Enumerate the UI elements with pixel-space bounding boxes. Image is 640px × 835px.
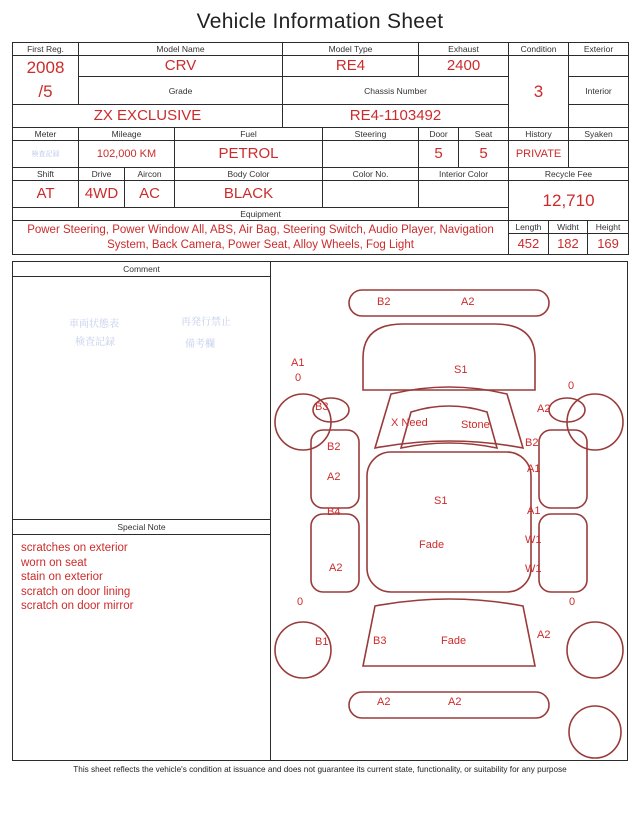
- comment-faint-2: 再発行禁止: [181, 317, 231, 328]
- page-title: Vehicle Information Sheet: [196, 10, 444, 33]
- value-exterior: [569, 56, 629, 77]
- value-exhaust: 2400: [419, 56, 509, 77]
- label-body-color: Body Color: [175, 168, 323, 181]
- value-recycle-fee: 12,710: [509, 181, 629, 221]
- label-exterior: Exterior: [569, 43, 629, 56]
- label-history: History: [509, 128, 569, 141]
- comment-faint-3: 検査記録: [75, 337, 115, 348]
- meter-stamp: 検査記録: [31, 151, 60, 158]
- list-item: scratches on exterior: [21, 542, 128, 554]
- value-shift: AT: [13, 181, 79, 208]
- label-grade: Grade: [79, 77, 283, 105]
- list-item: scratch on door lining: [21, 585, 131, 598]
- damage-mark: X Need: [391, 417, 428, 429]
- damage-mark: A2: [537, 629, 551, 641]
- value-length: 452: [509, 234, 548, 254]
- value-seat: 5: [459, 141, 509, 168]
- list-item: scratch on door mirror: [21, 600, 134, 612]
- value-door: 5: [419, 141, 459, 168]
- label-syaken: Syaken: [569, 128, 629, 141]
- label-first-reg: First Reg.: [13, 43, 79, 56]
- dimensions-values: [509, 234, 628, 254]
- damage-mark: B3: [315, 401, 329, 413]
- table-row: [13, 43, 629, 56]
- value-widht: 182: [548, 234, 587, 254]
- value-model-name: CRV: [79, 56, 283, 77]
- damage-mark: A2: [461, 296, 475, 308]
- damage-mark: A2: [329, 562, 343, 574]
- label-recycle-fee: Recycle Fee: [509, 168, 629, 181]
- damage-mark: A2: [448, 696, 462, 708]
- value-condition: 3: [509, 56, 569, 128]
- footer-disclaimer: This sheet reflects the vehicle's condition at issuance and does not guarantee its current state, functionality, or suitability for any purpose: [73, 765, 567, 774]
- dimensions-table: [509, 221, 628, 233]
- first-reg-year: 2008: [26, 58, 65, 77]
- lower-section: [12, 261, 628, 761]
- damage-mark: A1: [527, 463, 541, 475]
- table-row: [13, 168, 629, 181]
- label-model-type: Model Type: [283, 43, 419, 56]
- damage-mark: B3: [373, 635, 387, 647]
- value-height: 169: [597, 236, 619, 251]
- comment-faint-1: 車両状態表: [69, 319, 119, 330]
- label-exhaust: Exhaust: [419, 43, 509, 56]
- damage-mark: Stone: [461, 419, 490, 431]
- comment-body: [13, 277, 270, 519]
- label-model-name: Model Name: [79, 43, 283, 56]
- table-row: [13, 221, 629, 234]
- label-aircon: Aircon: [125, 168, 175, 181]
- damage-mark: Fade: [441, 635, 467, 647]
- list-item: worn on seat: [21, 556, 87, 569]
- value-steering: [323, 141, 419, 168]
- comment-column: [13, 262, 271, 760]
- value-fuel: PETROL: [175, 141, 323, 168]
- label-fuel: Fuel: [175, 128, 323, 141]
- damage-mark: W1: [525, 534, 542, 546]
- label-mileage: Mileage: [79, 128, 175, 141]
- car-outline-diagram: [271, 262, 627, 760]
- damage-mark: A1: [527, 505, 541, 517]
- table-row: [13, 181, 629, 208]
- value-grade: ZX EXCLUSIVE: [13, 105, 283, 128]
- damage-mark: 0: [569, 596, 576, 608]
- value-first-reg: [13, 56, 79, 105]
- damage-mark: B2: [377, 296, 391, 308]
- damage-mark: A2: [377, 696, 391, 708]
- value-meter: [13, 141, 79, 168]
- label-color-no: Color No.: [323, 168, 419, 181]
- value-mileage: 102,000 KM: [79, 141, 175, 168]
- comment-header: Comment: [13, 262, 270, 277]
- value-model-type: RE4: [283, 56, 419, 77]
- first-reg-month: /5: [38, 82, 53, 101]
- damage-mark: S1: [454, 364, 468, 376]
- car-diagram-column: [271, 262, 627, 760]
- damage-mark: Fade: [419, 539, 445, 551]
- value-syaken: [569, 141, 629, 168]
- label-steering: Steering: [323, 128, 419, 141]
- value-history: PRIVATE: [509, 141, 569, 168]
- damage-mark: 0: [568, 380, 575, 392]
- label-equipment: Equipment: [13, 208, 509, 221]
- list-item: stain on exterior: [21, 571, 103, 583]
- damage-mark: B4: [327, 506, 341, 518]
- damage-mark: B2: [525, 437, 539, 449]
- special-note-body: [13, 535, 270, 760]
- special-note-header: Special Note: [13, 519, 270, 535]
- label-interior-color: Interior Color: [419, 168, 509, 181]
- label-door: Door: [419, 128, 459, 141]
- damage-mark: 0: [297, 596, 304, 608]
- value-interior-color: [419, 181, 509, 208]
- label-meter: Meter: [13, 128, 79, 141]
- label-shift: Shift: [13, 168, 79, 181]
- damage-mark: A1: [291, 357, 305, 369]
- table-row: [13, 141, 629, 168]
- damage-mark: W1: [525, 563, 542, 575]
- damage-mark: B2: [327, 441, 341, 453]
- damage-mark: A2: [327, 471, 341, 483]
- label-chassis-number: Chassis Number: [283, 77, 509, 105]
- label-drive: Drive: [79, 168, 125, 181]
- label-interior: Interior: [569, 77, 629, 105]
- label-condition: Condition: [509, 43, 569, 56]
- comment-faint-4: 備考欄: [185, 339, 215, 350]
- label-seat: Seat: [459, 128, 509, 141]
- value-interior: [569, 105, 629, 128]
- damage-mark: S1: [434, 495, 448, 507]
- label-height: Height: [595, 222, 621, 232]
- damage-mark: A2: [537, 403, 551, 415]
- damage-mark: 0: [295, 372, 302, 384]
- value-body-color: BLACK: [175, 181, 323, 208]
- value-color-no: [323, 181, 419, 208]
- vehicle-info-table: [12, 42, 629, 255]
- value-aircon: AC: [125, 181, 175, 208]
- table-row: [13, 128, 629, 141]
- table-row: [13, 56, 629, 77]
- label-length: Length: [509, 221, 548, 233]
- label-widht: Widht: [548, 221, 587, 233]
- value-drive: 4WD: [79, 181, 125, 208]
- damage-mark: B1: [315, 636, 329, 648]
- value-equipment: Power Steering, Power Window All, ABS, Air Bag, Steering Switch, Audio Player, Navigation System, Back Camera, Power Seat, Alloy Wheels, Fog Light: [13, 221, 509, 255]
- value-chassis-number: RE4-1103492: [283, 105, 509, 128]
